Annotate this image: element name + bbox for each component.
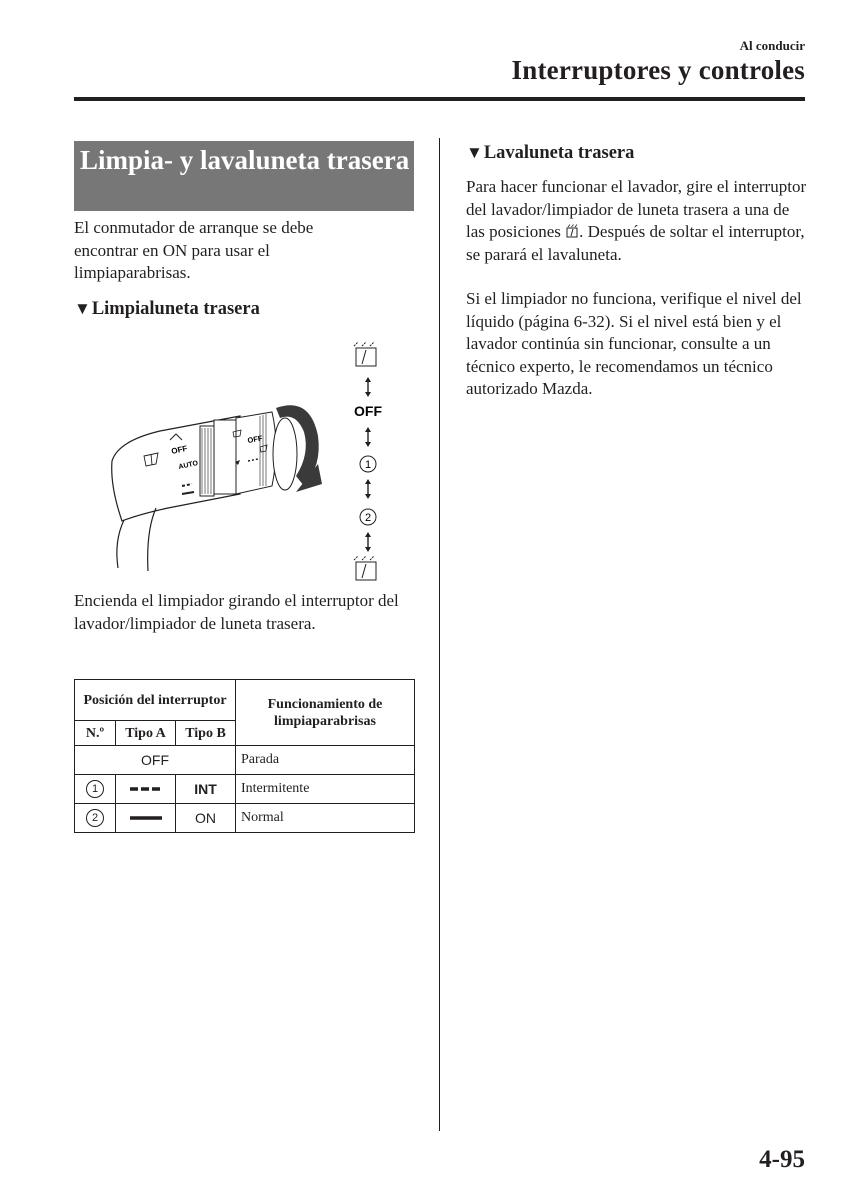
table-col-tipo-a: Tipo A [116,721,176,746]
lever-stem-line [148,508,156,571]
table-col-tipo-b: Tipo B [176,721,236,746]
double-arrow-icon [365,377,371,397]
washer-bottom-icon [354,556,376,580]
topic-title: Limpia- y lavaluneta trasera [74,141,414,211]
scale-off-label: OFF [354,403,382,419]
subhead-rear-washer-text: Lavaluneta trasera [483,143,635,163]
double-arrow-icon [365,427,371,447]
subhead-rear-wiper-text: Limpialuneta trasera [91,299,260,319]
table-group-header: Posición del interruptor [75,680,236,721]
triangle-bullet-icon: ▼ [466,143,483,162]
lever-ring [214,420,236,494]
position-1-badge: 1 [86,780,104,798]
lever-stem-line [117,520,124,568]
lever-off-label: OFF [170,443,189,456]
lever-auto-label: AUTO [177,460,199,471]
table-cell-tipo-a [116,804,176,833]
washer-top-icon [354,342,376,366]
table-cell-no [75,775,116,804]
table-cell-no [75,804,116,833]
position-1-label: 1 [364,459,372,471]
table-cell-func: Normal [236,804,415,833]
triangle-bullet-icon: ▼ [74,299,91,318]
washer-p1-end: . Después de soltar el interruptor, se parará el lavaluneta. [466,222,805,264]
on-bar-icon [129,815,163,821]
table-cell-off: OFF [75,746,236,775]
rear-off-label: OFF [246,433,264,445]
table-row [75,804,415,833]
washer-paragraph-2: Si el limpiador no funciona, verifique el nivel del líquido (página 6-32). Si el nivel está bien y el lavador continúa sin funcionar, consulte a un técnico experto, le recomendamos un técnico autorizado Mazda. [466,289,802,398]
table-cell-func: Intermitente [236,775,415,804]
table-cell-tipo-a [116,775,176,804]
table-cell-func: Parada [236,746,415,775]
header-rule [74,97,805,101]
intro-paragraph: El conmutador de arranque se debe encontrar en ON para usar el limpiaparabrisas. [74,218,314,282]
table-col-no: N.º [75,721,116,746]
wiper-lever-diagram [100,336,400,586]
rear-wiper-switch [236,412,276,494]
wiper-position-table [74,679,415,833]
section-title: Interruptores y controles [511,55,805,85]
washer-icon [565,224,579,238]
double-arrow-icon [365,532,371,552]
table-cell-tipo-b: INT [176,775,236,804]
table-row [75,746,415,775]
table-cell-tipo-b: ON [176,804,236,833]
table-row [75,775,415,804]
double-arrow-icon [365,479,371,499]
washer-p1-start: Para hacer funcionar el lavador, gire el interruptor del lavador/limpiador de luneta trasera a una de las posiciones [466,177,807,241]
table-func-header: Funcionamiento de limpiaparabrisas [236,680,415,746]
chapter-label: Al conducir [739,38,805,53]
washer-paragraph-1 [466,176,808,266]
lever-end-cap [273,418,297,490]
page-number: 4-95 [759,1146,805,1173]
int-dash-icon [129,786,163,792]
position-2-badge: 2 [86,809,104,827]
after-diagram-paragraph: Encienda el limpiador girando el interruptor del lavador/limpiador de luneta trasera. [74,591,399,633]
position-2-label: 2 [364,512,372,524]
column-divider [439,138,440,1131]
subhead-rear-washer [466,143,634,164]
subhead-rear-wiper [74,299,260,320]
